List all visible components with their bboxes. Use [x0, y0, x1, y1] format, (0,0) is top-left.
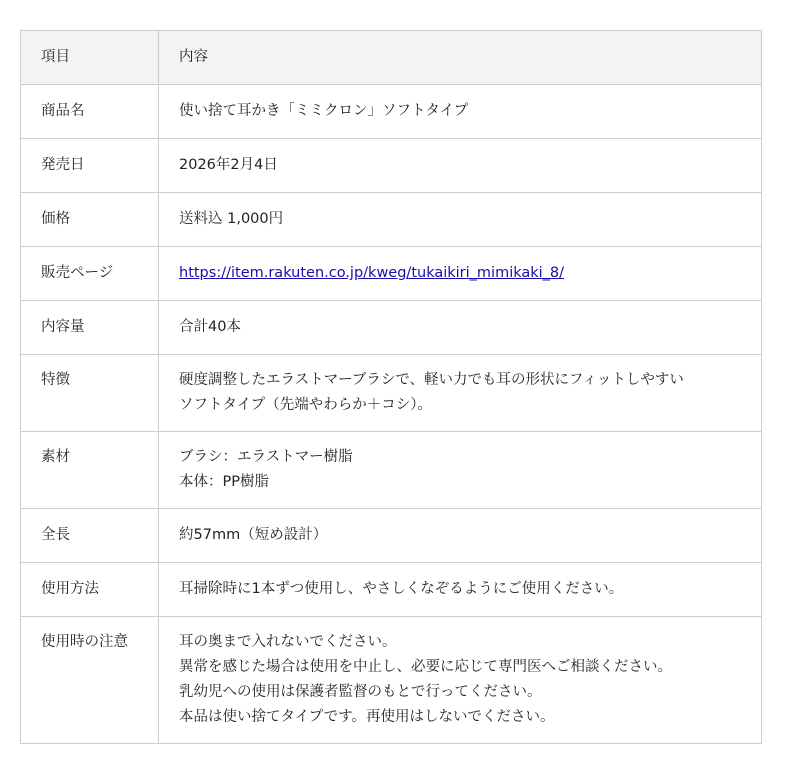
value-line: 約57mm（短め設計）	[179, 527, 328, 543]
row-value	[159, 85, 762, 139]
row-value	[159, 247, 762, 301]
table-row-quantity	[21, 301, 762, 355]
value-line: ブラシ：エラストマー樹脂	[179, 449, 353, 465]
table-row-features	[21, 355, 762, 432]
row-key: 使用時の注意	[21, 617, 159, 744]
sales-page-link[interactable]: https://item.rakuten.co.jp/kweg/tukaikiri_mimikaki_8/	[179, 265, 565, 281]
table-row-material	[21, 432, 762, 509]
spec-table-container	[20, 30, 762, 744]
table-row-total-length	[21, 509, 762, 563]
table-row-cautions	[21, 617, 762, 744]
row-key: 使用方法	[21, 563, 159, 617]
value-line: 使い捨て耳かき「ミミクロン」ソフトタイプ	[179, 103, 469, 119]
table-row-product-name	[21, 85, 762, 139]
value-line: 硬度調整したエラストマーブラシで、軽い力でも耳の形状にフィットしやすい	[179, 372, 684, 388]
table-row-release-date	[21, 139, 762, 193]
product-spec-table	[20, 30, 762, 744]
row-value	[159, 617, 762, 744]
row-key: 素材	[21, 432, 159, 509]
value-line: ソフトタイプ（先端やわらか＋コシ）。	[179, 397, 433, 413]
value-line: 耳の奥まで入れないでください。	[179, 634, 397, 650]
row-key: 商品名	[21, 85, 159, 139]
row-value	[159, 139, 762, 193]
value-line: 本体：PP樹脂	[179, 474, 269, 490]
row-key: 特徴	[21, 355, 159, 432]
row-value	[159, 355, 762, 432]
value-line: 本品は使い捨てタイプです。再使用はしないでください。	[179, 709, 555, 725]
table-row-price	[21, 193, 762, 247]
value-line: 合計40本	[179, 319, 241, 335]
header-content-cell: 内容	[159, 31, 762, 85]
value-line: 送料込 1,000円	[179, 211, 284, 227]
row-key: 内容量	[21, 301, 159, 355]
table-row-usage	[21, 563, 762, 617]
table-row-sales-page	[21, 247, 762, 301]
row-value	[159, 432, 762, 509]
row-value	[159, 509, 762, 563]
row-key: 全長	[21, 509, 159, 563]
value-line: 異常を感じた場合は使用を中止し、必要に応じて専門医へご相談ください。	[179, 659, 672, 675]
value-line: 乳幼児への使用は保護者監督のもとで行ってください。	[179, 684, 542, 700]
table-header-row	[21, 31, 762, 85]
header-item-cell: 項目	[21, 31, 159, 85]
row-key: 発売日	[21, 139, 159, 193]
row-key: 販売ページ	[21, 247, 159, 301]
row-key: 価格	[21, 193, 159, 247]
value-line: 2026年2月4日	[179, 157, 278, 173]
row-value	[159, 193, 762, 247]
value-line: 耳掃除時に1本ずつ使用し、やさしくなぞるようにご使用ください。	[179, 581, 624, 597]
row-value	[159, 301, 762, 355]
row-value	[159, 563, 762, 617]
